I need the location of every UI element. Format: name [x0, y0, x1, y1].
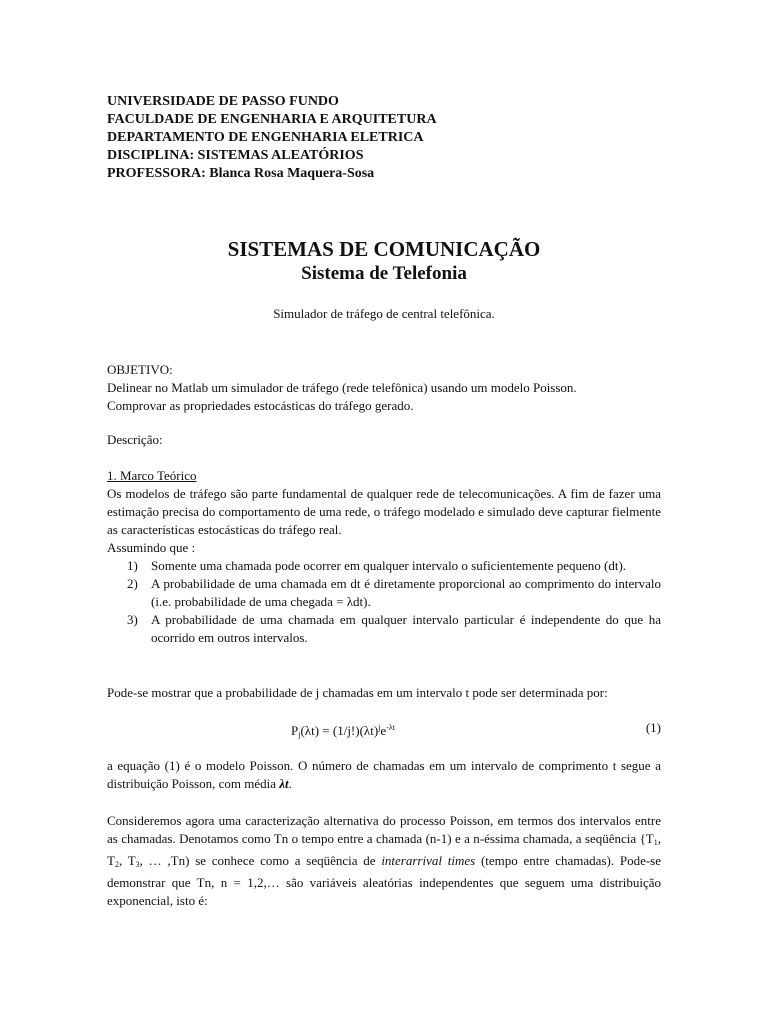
- theory-paragraph: Os modelos de tráfego são parte fundamental de qualquer rede de telecomunicações. A fim de fazer uma estimação precisa do comportamento de uma rede, o tráfego modelado e simulado deve capturar fielmente as características estocásticas do tráfego real.: [107, 486, 661, 537]
- paragraph-part: Consideremos agora uma caracterização alternativa do processo Poisson, em termos dos intervalos entre as chamadas. Denotamos como Tn o tempo entre a chamada (n-1) e a n-éssima chamada, a seqüência {T: [107, 813, 661, 846]
- faculty-name: FACULDADE DE ENGENHARIA E ARQUITETURA: [107, 112, 437, 127]
- subscript: 2: [114, 860, 119, 869]
- equation-number: (1): [645, 720, 661, 735]
- description-heading: Descrição:: [107, 432, 163, 447]
- document-subtitle: Sistema de Telefonia: [301, 263, 467, 284]
- interarrival-paragraph: [107, 812, 661, 910]
- objective-heading: OBJETIVO:: [107, 362, 173, 377]
- explanation-end: .: [288, 776, 292, 791]
- formula-exponent-j: j: [378, 723, 381, 732]
- subscript: 1: [653, 838, 658, 847]
- list-item-number: 2): [127, 576, 138, 591]
- paragraph-part: , T: [118, 853, 136, 868]
- italic-term: interarrival times: [381, 853, 476, 868]
- paragraph-part: , T: [107, 831, 661, 868]
- list-item-text: A probabilidade de uma chamada em qualquer intervalo particular é independente do que ha ocorrido em outros intervalos.: [151, 612, 661, 645]
- list-item: [107, 611, 661, 647]
- list-item-text: A probabilidade de uma chamada em dt é diretamente proporcional ao comprimento do intervalo (i.e. probabilidade de uma chegada = λdt).: [151, 576, 661, 609]
- equation-explanation: [107, 757, 661, 793]
- objective-line-1: Delinear no Matlab um simulador de tráfego (rede telefônica) usando um modelo Poisson.: [107, 380, 577, 395]
- list-item: [107, 557, 661, 575]
- formula-exponent-lt: -λt: [386, 723, 395, 732]
- formula-expression: [291, 719, 395, 744]
- poisson-formula: [107, 719, 661, 739]
- list-item-text: Somente uma chamada pode ocorrer em qualquer intervalo o suficientemente pequeno (dt).: [151, 558, 627, 573]
- professor-name: PROFESSORA: Blanca Rosa Maquera-Sosa: [107, 166, 375, 181]
- formula-e: e: [380, 723, 387, 738]
- discipline-name: DISCIPLINA: SISTEMAS ALEATÓRIOS: [107, 148, 364, 163]
- list-item-number: 3): [127, 612, 138, 627]
- theory-heading: 1. Marco Teórico: [107, 468, 197, 483]
- assumption-list: [107, 557, 661, 647]
- paragraph-part: , … ,Tn) se conhece como a seqüência de: [139, 853, 382, 868]
- assumption-intro: Assumindo que :: [107, 540, 196, 555]
- list-item-number: 1): [127, 558, 138, 573]
- formula-p: P: [291, 723, 299, 738]
- explanation-text: a equação (1) é o modelo Poisson. O número de chamadas em um intervalo de comprimento t segue a distribuição Poisson, com média: [107, 758, 661, 791]
- poisson-intro: Pode-se mostrar que a probabilidade de j chamadas em um intervalo t pode ser determinada por:: [107, 685, 608, 700]
- paragraph-part: (tempo entre chamadas). Pode-se demonstrar que Tn, n = 1,2,… são variáveis aleatórias independentes que seguem uma distribuição exponencial, isto é:: [107, 853, 661, 908]
- document-caption: Simulador de tráfego de central telefônica.: [273, 306, 495, 321]
- document-title: SISTEMAS DE COMUNICAÇÃO: [227, 237, 541, 261]
- formula-body: (λt) = (1/j!)(λt): [300, 723, 379, 738]
- department-name: DEPARTAMENTO DE ENGENHARIA ELETRICA: [107, 130, 424, 145]
- objective-section: [107, 361, 661, 415]
- formula-subscript-j: j: [298, 730, 301, 739]
- institution-header: [107, 93, 437, 183]
- mean-symbol: λt: [279, 776, 289, 791]
- theory-section: [107, 467, 661, 557]
- list-item: [107, 575, 661, 611]
- objective-line-2: Comprovar as propriedades estocásticas do tráfego gerado.: [107, 398, 414, 413]
- university-name: UNIVERSIDADE DE PASSO FUNDO: [107, 94, 339, 109]
- subscript: 3: [135, 860, 140, 869]
